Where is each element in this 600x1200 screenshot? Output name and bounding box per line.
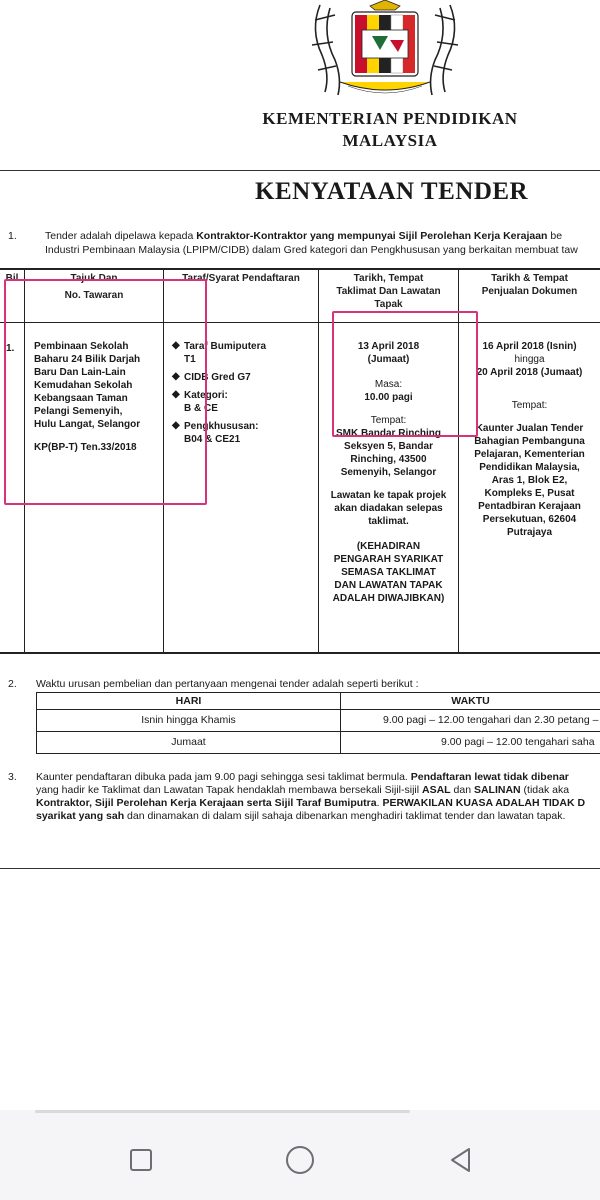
- header-taraf: Taraf/Syarat Pendaftaran: [182, 273, 300, 284]
- kehadiran-line: ADALAH DIWAJIBKAN): [332, 593, 445, 604]
- kehadiran-line: DAN LAWATAN TAPAK: [334, 580, 443, 591]
- jual-tempat-line: Putrajaya: [506, 527, 553, 538]
- para3-line1: [36, 770, 569, 784]
- circle-home-icon: [284, 1144, 316, 1176]
- jata-negara-crest: [300, 0, 470, 100]
- ministry-name: [230, 108, 550, 152]
- jual-tempat-line: Bahagian Pembanguna: [474, 436, 585, 447]
- no-tawaran: KP(BP-T) Ten.33/2018: [34, 442, 137, 453]
- header-taklimat-line3: Tapak: [374, 299, 403, 310]
- para3-line2: [36, 783, 569, 797]
- para3-line2-e: (tidak aka: [520, 784, 570, 796]
- header-taklimat: [319, 272, 458, 311]
- bullet-icon: ◆: [172, 371, 180, 382]
- tempat-line: Rinching, 43500: [350, 454, 427, 465]
- para1-line1-a: Tender adalah dipelawa kepada: [45, 230, 197, 242]
- taraf-item: CIDB Gred G7: [184, 372, 251, 383]
- kehadiran-line: SEMASA TAKLIMAT: [341, 567, 436, 578]
- back-button[interactable]: [441, 1140, 481, 1180]
- waktu-table-border: [36, 709, 600, 710]
- header-tajuk-line1: Tajuk Dan: [70, 273, 118, 284]
- para3-line1-b: Pendaftaran lewat tidak dibenar: [410, 771, 569, 783]
- waktu-cell: 9.00 pagi – 12.00 tengahari dan 2.30 petang –: [383, 714, 599, 726]
- taraf-item-value: B04 & CE21: [184, 434, 241, 445]
- jual-tempat-label: Tempat:: [511, 400, 548, 411]
- lawatan-line: Lawatan ke tapak projek: [330, 490, 447, 501]
- header-taklimat-line2: Taklimat Dan Lawatan: [336, 286, 441, 297]
- jual-end: 20 April 2018 (Jumaat): [476, 367, 583, 378]
- highlight-box-taklimat: [332, 311, 478, 437]
- waktu-table-border: [36, 753, 600, 754]
- tempat-line: SMK Bandar Rinching: [335, 428, 441, 439]
- triangle-back-icon: [447, 1146, 475, 1174]
- para1-line1: [45, 229, 562, 243]
- para3-number: 3.: [8, 771, 17, 783]
- para2-text: Waktu urusan pembelian dan pertanyaan mengenai tender adalah seperti berikut :: [36, 678, 419, 690]
- jual-tempat-line: Kompleks E, Pusat: [484, 488, 575, 499]
- para3-line3: [36, 796, 585, 810]
- tajuk-line: Hulu Langat, Selangor: [34, 419, 141, 430]
- para3-line3-a: Kontraktor, Sijil Perolehan Kerja Kerajaan serta Sijil Taraf Bumiputra: [36, 797, 377, 809]
- penjualan-cell: [459, 340, 600, 539]
- tajuk-line: Kebangsaan Taman: [34, 393, 128, 404]
- bullet-icon: ◆: [172, 340, 180, 351]
- para3-line2-c: dan: [450, 784, 474, 796]
- footer-divider: [0, 868, 600, 869]
- waktu-cell: 9.00 pagi – 12.00 tengahari saha: [441, 736, 595, 748]
- header-divider: [0, 170, 600, 171]
- taklimat-date: 13 April 2018: [357, 341, 420, 352]
- para1-number: 1.: [8, 230, 17, 242]
- taraf-item-value: T1: [184, 354, 196, 365]
- para3-line4-a: syarikat yang sah: [36, 810, 125, 822]
- table-top-border: [0, 268, 600, 270]
- square-recent-apps-icon: [128, 1147, 154, 1173]
- waktu-table-border: [36, 692, 600, 693]
- tempat-line: Seksyen 5, Bandar: [344, 441, 433, 452]
- masa-label: Masa:: [374, 379, 403, 390]
- waktu-table-border: [36, 731, 600, 732]
- jual-tempat-line: Pentadbiran Kerajaan: [478, 501, 581, 512]
- bullet-icon: ◆: [172, 389, 180, 400]
- para1-line1-b: Kontraktor-Kontraktor yang mempunyai Sijil Perolehan Kerja Kerajaan: [196, 230, 548, 242]
- header-penjualan-line1: Tarikh & Tempat: [491, 273, 568, 284]
- para1-line2: Industri Pembinaan Malaysia (LPIPM/CIDB) dalam Gred kategori dan Pengkhususan yang berkaitan membuat taw: [45, 244, 578, 256]
- kehadiran-line: (KEHADIRAN: [356, 541, 421, 552]
- table-bottom-border: [0, 652, 600, 654]
- jual-tempat-line: Pelajaran, Kementerian: [474, 449, 585, 460]
- header-taklimat-line1: Tarikh, Tempat: [353, 273, 424, 284]
- row-bil: 1.: [6, 343, 15, 354]
- lawatan-line: taklimat.: [368, 516, 409, 527]
- jual-start: 16 April 2018 (Isnin): [482, 341, 577, 352]
- page-title: KENYATAAN TENDER: [255, 178, 529, 205]
- taklimat-day: (Jumaat): [367, 354, 410, 365]
- jual-tempat-line: Pendidikan Malaysia,: [479, 462, 580, 473]
- masa-value: 10.00 pagi: [364, 392, 413, 403]
- jual-tempat-line: Persekutuan, 62604: [482, 514, 577, 525]
- header-tajuk-line2: No. Tawaran: [64, 290, 124, 301]
- hari-cell: Isnin hingga Khamis: [141, 714, 236, 726]
- highlight-box-tajuk: [4, 279, 207, 505]
- para3-line1-a: Kaunter pendaftaran dibuka pada jam 9.00 pagi sehingga sesi taklimat bermula.: [36, 771, 411, 783]
- tempat-label: Tempat:: [370, 415, 407, 426]
- header-waktu: WAKTU: [451, 695, 490, 707]
- para3-line2-d: SALINAN: [473, 784, 521, 796]
- para3-line2-b: ASAL: [422, 784, 451, 796]
- kehadiran-line: PENGARAH SYARIKAT: [333, 554, 444, 565]
- taraf-item-label: Taraf Bumiputera: [184, 341, 267, 352]
- para3-line3-b: .: [376, 797, 383, 809]
- header-hari: HARI: [175, 695, 202, 707]
- taraf-item-label: Pengkhususan:: [184, 421, 259, 432]
- hari-cell: Jumaat: [171, 736, 206, 748]
- para3-line2-a: yang hadir ke Taklimat dan Lawatan Tapak hendaklah membawa bersekali Sijil-sijil: [36, 784, 422, 796]
- recent-apps-button[interactable]: [121, 1140, 161, 1180]
- para1-line1-c: be: [547, 230, 563, 242]
- tajuk-line: Pembinaan Sekolah: [34, 341, 129, 352]
- lawatan-line: akan diadakan selepas: [334, 503, 443, 514]
- header-bil: Bil: [5, 273, 19, 284]
- ministry-line1: KEMENTERIAN PENDIDIKAN: [262, 109, 518, 128]
- para3-line4-b: dan dinamakan di dalam sijil sahaja dibenarkan menghadiri taklimat tender dan lawatan tapak.: [124, 810, 566, 822]
- header-penjualan: [459, 272, 600, 298]
- tajuk-line: Baru Dan Lain-Lain: [34, 367, 126, 378]
- taraf-item-label: Kategori:: [184, 390, 228, 401]
- jual-hingga: hingga: [514, 354, 545, 365]
- bullet-icon: ◆: [172, 420, 180, 431]
- tempat-line: Semenyih, Selangor: [340, 467, 437, 478]
- para2-number: 2.: [8, 678, 17, 690]
- para3-line4: [36, 809, 565, 823]
- header-penjualan-line2: Penjualan Dokumen: [481, 286, 578, 297]
- taraf-item-value: B & CE: [184, 403, 218, 414]
- jual-tempat-line: Kaunter Jualan Tender: [475, 423, 584, 434]
- tajuk-line: Baharu 24 Bilik Darjah: [34, 354, 141, 365]
- home-button[interactable]: [280, 1140, 320, 1180]
- horizontal-scrollbar[interactable]: [35, 1110, 410, 1113]
- jual-tempat-line: Aras 1, Blok E2,: [491, 475, 568, 486]
- para3-line3-c: PERWAKILAN KUASA ADALAH TIDAK D: [382, 797, 586, 809]
- tajuk-line: Pelangi Semenyih,: [34, 406, 123, 417]
- ministry-line2: MALAYSIA: [342, 131, 438, 150]
- tajuk-line: Kemudahan Sekolah: [34, 380, 133, 391]
